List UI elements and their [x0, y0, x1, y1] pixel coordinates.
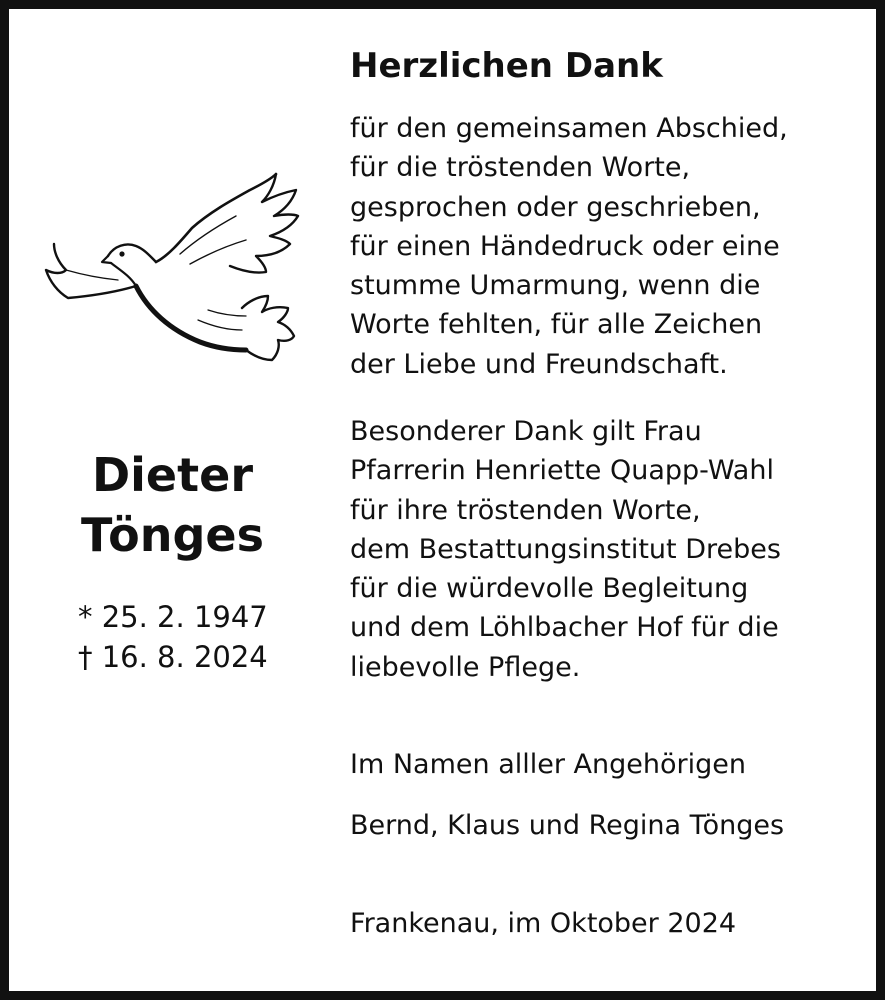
place-date-line: Frankenau, im Oktober 2024 — [350, 908, 737, 939]
paragraph-line: für die tröstenden Worte, — [350, 152, 691, 184]
life-dates — [78, 597, 298, 677]
deceased-name — [60, 445, 285, 565]
paragraph-line: für einen Händedruck oder eine — [350, 230, 780, 262]
special-thanks-paragraph — [350, 412, 781, 687]
paragraph-line: für die würdevolle Begleitung — [350, 573, 749, 605]
deceased-first-name: Dieter — [91, 448, 254, 502]
deceased-last-name: Tönges — [81, 508, 264, 562]
notice-heading: Herzlichen Dank — [350, 46, 663, 86]
paragraph-line: liebevolle Pflege. — [350, 651, 581, 683]
signatories-line: Bernd, Klaus und Regina Tönges — [350, 810, 785, 841]
on-behalf-line: Im Namen alller Angehörigen — [350, 749, 746, 780]
paragraph-line: Besonderer Dank gilt Frau — [350, 416, 702, 447]
paragraph-line: gesprochen oder geschrieben, — [350, 191, 761, 223]
paragraph-line: Worte fehlten, für alle Zeichen — [350, 309, 763, 341]
paragraph-line: für den gemeinsamen Abschied, — [350, 113, 788, 144]
thanks-paragraph — [350, 109, 788, 384]
paragraph-line: stumme Umarmung, wenn die — [350, 270, 761, 302]
paragraph-line: der Liebe und Freundschaft. — [350, 348, 728, 380]
paragraph-line: für ihre tröstenden Worte, — [350, 494, 701, 526]
death-date: † 16. 8. 2024 — [78, 640, 268, 674]
paragraph-line: dem Bestattungsinstitut Drebes — [350, 533, 781, 565]
birth-date: * 25. 2. 1947 — [78, 600, 268, 634]
paragraph-line: Pfarrerin Henriette Quapp-Wahl — [350, 455, 774, 487]
dove-icon — [40, 170, 302, 390]
paragraph-line: und dem Löhlbacher Hof für die — [350, 612, 779, 644]
